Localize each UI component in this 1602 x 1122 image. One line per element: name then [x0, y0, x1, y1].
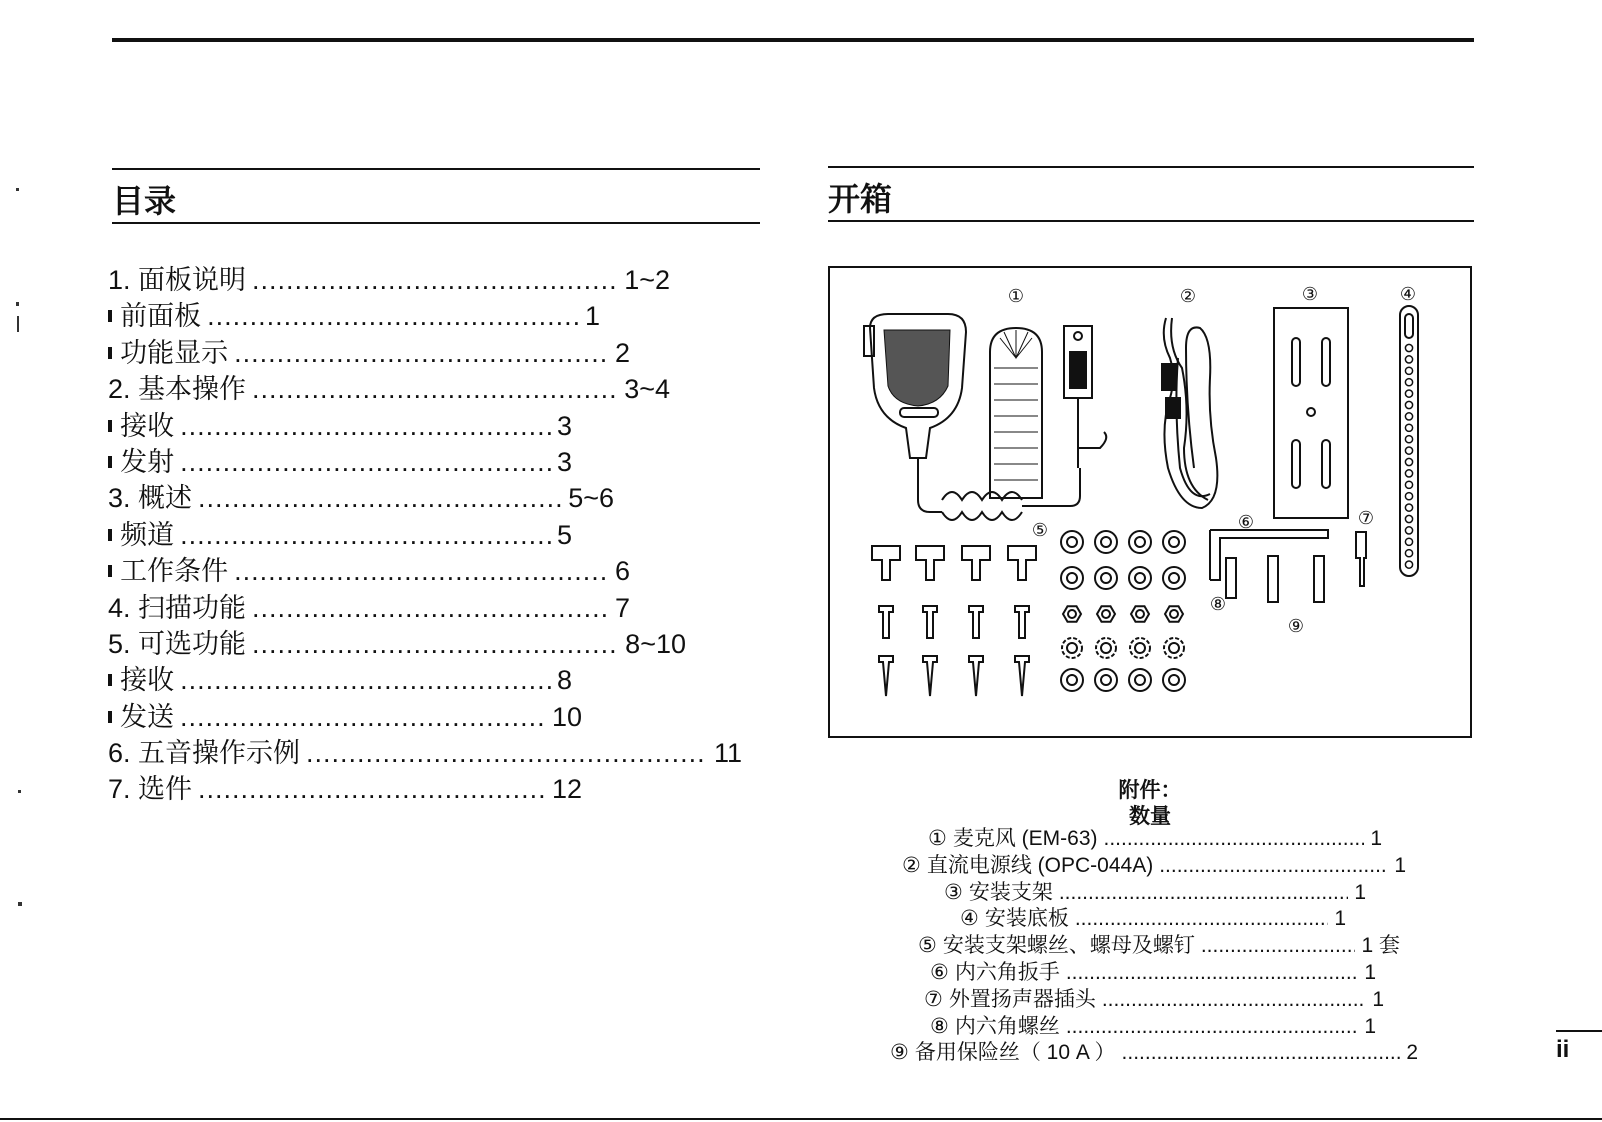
accessory-number: ②: [902, 853, 921, 877]
accessory-item: [902, 853, 1406, 879]
hex-nut: [1165, 606, 1183, 622]
machine-screw: [879, 606, 893, 638]
figure-callout: ⑦: [1357, 508, 1375, 529]
strip-hole: [1405, 470, 1412, 477]
strip-hole: [1405, 379, 1412, 386]
toc-entry-page: 12: [551, 774, 582, 805]
toc-entry-page: 5: [556, 519, 572, 550]
accessories-heading: 附件：: [1118, 779, 1182, 802]
bullet-icon: [108, 420, 112, 432]
thumb-screw: [872, 546, 900, 580]
machine-screw: [969, 606, 983, 638]
flat-washer: [1163, 669, 1185, 691]
hex-nut: [1131, 606, 1149, 622]
toc-leader-dots: [306, 735, 708, 771]
accessory-name: 内六角螺丝: [954, 1014, 1060, 1038]
accessory-quantity: 1: [1334, 907, 1346, 931]
strip-hole: [1405, 367, 1412, 374]
accessory-number: ⑥: [930, 961, 949, 984]
flat-washer: [1163, 567, 1185, 589]
toc-entry: [108, 662, 572, 698]
strip-hole: [1405, 481, 1412, 488]
top-rule: [112, 38, 1474, 42]
thumb-screw: [962, 546, 990, 580]
flat-washer: [1095, 531, 1117, 553]
unpacking-title: 开箱: [828, 180, 893, 218]
toc-entry-label: 6. 五音操作示例: [108, 738, 301, 769]
accessory-item: [960, 906, 1346, 932]
figure-labels: [1008, 284, 1416, 637]
toc-entry-label: 7. 选件: [108, 774, 193, 805]
strip-hole: [1405, 527, 1412, 534]
toc-entry: [108, 771, 582, 807]
accessory-leader-dots: [1075, 906, 1328, 932]
toc-entry-label: 1. 面板说明: [108, 265, 247, 295]
toc-leader-dots: [207, 298, 579, 334]
toc-title-rule-top: [112, 168, 760, 170]
accessory-item: [918, 933, 1400, 959]
toc-entry: [108, 626, 686, 662]
accessory-quantity: 1: [1364, 1014, 1376, 1038]
accessory-item: [890, 1040, 1418, 1066]
margin-mark: [17, 316, 19, 332]
strip-hole: [1405, 538, 1412, 545]
strip-hole: [1405, 424, 1412, 431]
machine-screw: [923, 606, 937, 638]
toc-entry: [108, 335, 630, 371]
lock-washer: [1164, 638, 1184, 658]
accessory-name: 安装支架: [968, 880, 1053, 904]
accessory-name: 直流电源线 (OPC-044A): [926, 853, 1154, 877]
strip-hole: [1405, 447, 1412, 454]
toc-entry: [108, 590, 630, 626]
strip-holes: [1405, 344, 1412, 568]
toc-entry-page: 1~2: [624, 265, 670, 295]
toc-entry: [108, 480, 614, 516]
accessory-item: [928, 826, 1382, 852]
toc-entry: [108, 444, 572, 480]
hex-bolt-illustration: [1226, 558, 1236, 598]
accessory-quantity: 1: [1394, 853, 1406, 877]
page-number: ii: [1556, 1036, 1570, 1063]
strip-hole: [1405, 550, 1412, 557]
speaker-plug-illustration: [1356, 532, 1366, 586]
toc-entry-label: 接收: [120, 665, 175, 696]
toc-entry-page: 2: [614, 337, 630, 368]
accessory-name: 备用保险丝（ 10 A ）: [914, 1041, 1116, 1065]
toc-leader-dots: [198, 771, 546, 807]
tapping-screw: [923, 656, 937, 696]
toc-entry-page: 3: [556, 410, 572, 441]
margin-mark: [18, 902, 22, 906]
accessory-number: ④: [960, 907, 979, 931]
lock-washer: [1062, 638, 1082, 658]
bullet-icon: [108, 310, 112, 322]
toc-entry-label: 频道: [120, 519, 175, 550]
toc-entry-label: 接收: [120, 410, 175, 441]
flat-washer: [1061, 567, 1083, 589]
toc-entry-page: 5~6: [568, 483, 614, 514]
strip-hole: [1405, 458, 1412, 465]
dc-cable-illustration: [1162, 318, 1217, 508]
toc-entry: [108, 408, 572, 444]
toc-leader-dots: [180, 662, 551, 698]
accessory-number: ⑤: [918, 934, 937, 958]
figure-callout: ②: [1179, 286, 1197, 307]
toc-entry-page: 10: [551, 701, 582, 732]
fuse-illustration: [1268, 556, 1278, 602]
unpacking-title-rule-bottom: [828, 220, 1474, 222]
strip-hole: [1405, 493, 1412, 500]
bullet-icon: [108, 565, 112, 577]
accessory-leader-dots: [1059, 880, 1348, 906]
toc-leader-dots: [252, 626, 619, 662]
bottom-rule: [0, 1118, 1602, 1120]
accessory-leader-dots: [1122, 1040, 1401, 1066]
accessory-quantity: 1: [1354, 880, 1366, 904]
mounting-bracket-illustration: [1274, 308, 1348, 518]
toc-leader-dots: [180, 517, 551, 553]
accessory-quantity: 2: [1406, 1041, 1418, 1065]
accessory-quantity: 1 套: [1361, 934, 1400, 958]
figure-callout: ①: [1007, 286, 1025, 307]
toc-entry-page: 3~4: [624, 374, 670, 405]
toc-leader-dots: [180, 444, 551, 480]
accessory-name: 安装支架螺丝、螺母及螺钉: [942, 934, 1195, 958]
flat-washer: [1061, 669, 1083, 691]
margin-mark: [18, 790, 21, 793]
strip-hole: [1405, 504, 1412, 511]
page-number-rule: [1556, 1030, 1602, 1032]
accessory-name: 安装底板: [984, 907, 1069, 931]
figure-callout: ③: [1301, 284, 1319, 305]
washers: [1061, 531, 1185, 691]
toc-entry-page: 1: [584, 301, 600, 332]
toc-leader-dots: [252, 262, 618, 298]
toc-entry-label: 4. 扫描功能: [108, 592, 247, 623]
toc-entry: [108, 517, 572, 553]
flat-washer: [1095, 669, 1117, 691]
strip-hole: [1405, 436, 1412, 443]
accessories-figure: [828, 266, 1472, 738]
quantity-heading: 数量: [1129, 805, 1171, 828]
hex-nut: [1097, 606, 1115, 622]
flat-washer: [1095, 567, 1117, 589]
toc-entry: [108, 699, 582, 735]
mounting-base-illustration: [1400, 306, 1418, 576]
toc-entry: [108, 371, 670, 407]
accessory-name: 麦克风 (EM-63): [952, 827, 1098, 850]
accessory-leader-dots: [1104, 826, 1365, 852]
toc-entry-label: 功能显示: [120, 337, 229, 368]
screws: [872, 546, 1036, 696]
toc-title: 目录: [112, 182, 177, 220]
tapping-screw: [969, 656, 983, 696]
toc-entry-page: 11: [713, 738, 742, 769]
toc-entry-label: 5. 可选功能: [108, 628, 247, 659]
accessory-number: ⑨: [890, 1041, 909, 1065]
toc-entry-label: 前面板: [120, 301, 202, 332]
toc-entry-page: 3: [556, 446, 572, 477]
toc-entry-label: 发射: [120, 446, 175, 477]
toc-leader-dots: [234, 335, 609, 371]
accessories-illustration: [830, 268, 1470, 736]
bullet-icon: [108, 347, 112, 359]
accessory-leader-dots: [1201, 933, 1356, 959]
toc-entry-page: 6: [614, 556, 630, 587]
figure-callout: ⑧: [1209, 594, 1227, 615]
accessory-item: [944, 880, 1366, 906]
accessory-item: [924, 987, 1384, 1013]
accessory-number: ①: [928, 827, 947, 850]
toc-leader-dots: [252, 371, 618, 407]
toc-leader-dots: [180, 699, 546, 735]
toc-leader-dots: [198, 480, 562, 516]
strip-hole: [1405, 413, 1412, 420]
figure-callout: ⑤: [1031, 520, 1049, 541]
unpacking-title-rule-top: [828, 166, 1474, 168]
strip-hole: [1405, 344, 1412, 351]
tapping-screw: [879, 656, 893, 696]
figure-callout: ④: [1399, 284, 1417, 305]
accessory-number: ⑦: [924, 987, 943, 1011]
toc-entry: [108, 262, 670, 298]
strip-hole: [1405, 356, 1412, 363]
toc-entry-label: 工作条件: [120, 556, 229, 587]
accessory-leader-dots: [1066, 1014, 1358, 1040]
toc-leader-dots: [252, 590, 609, 626]
toc-title-rule-bottom: [112, 222, 760, 224]
strip-hole: [1405, 401, 1412, 408]
figure-callout: ⑥: [1237, 512, 1255, 533]
table-of-contents: [108, 262, 748, 808]
lock-washer: [1096, 638, 1116, 658]
accessory-number: ③: [944, 880, 963, 904]
machine-screw: [1015, 606, 1029, 638]
flat-washer: [1163, 531, 1185, 553]
toc-entry: [108, 553, 630, 589]
lock-washer: [1130, 638, 1150, 658]
microphone-illustration: [864, 314, 1106, 520]
fuse-illustration: [1314, 556, 1324, 602]
bullet-icon: [108, 711, 112, 723]
strip-hole: [1405, 515, 1412, 522]
figure-callout: ⑨: [1287, 616, 1305, 637]
toc-entry-page: 7: [614, 592, 630, 623]
toc-entry-label: 2. 基本操作: [108, 374, 247, 405]
accessory-item: [930, 1014, 1376, 1040]
strip-hole: [1405, 561, 1412, 568]
toc-entry-page: 8~10: [625, 628, 686, 659]
flat-washer: [1129, 567, 1151, 589]
tapping-screw: [1015, 656, 1029, 696]
thumb-screw: [916, 546, 944, 580]
toc-leader-dots: [234, 553, 609, 589]
toc-entry-label: 3. 概述: [108, 483, 193, 514]
accessory-leader-dots: [1159, 853, 1388, 879]
accessory-number: ⑧: [930, 1014, 949, 1038]
margin-mark: [16, 188, 19, 191]
thumb-screw: [1008, 546, 1036, 580]
accessory-quantity: 1: [1370, 827, 1382, 850]
toc-entry: [108, 298, 600, 334]
accessory-leader-dots: [1066, 960, 1358, 986]
flat-washer: [1129, 531, 1151, 553]
accessory-item: [930, 960, 1376, 986]
accessory-quantity: 1: [1372, 987, 1384, 1011]
toc-leader-dots: [180, 408, 551, 444]
bullet-icon: [108, 456, 112, 468]
toc-entry-label: 发送: [120, 701, 175, 732]
flat-washer: [1129, 669, 1151, 691]
accessory-leader-dots: [1102, 987, 1366, 1013]
accessory-name: 外置扬声器插头: [948, 987, 1096, 1011]
flat-washer: [1061, 531, 1083, 553]
hex-nut: [1063, 606, 1081, 622]
toc-entry: [108, 735, 742, 771]
accessory-name: 内六角扳手: [954, 961, 1060, 984]
bullet-icon: [108, 674, 112, 686]
accessory-quantity: 1: [1364, 961, 1376, 984]
margin-mark: [16, 302, 19, 306]
strip-hole: [1405, 390, 1412, 397]
toc-entry-page: 8: [556, 665, 572, 696]
bullet-icon: [108, 529, 112, 541]
